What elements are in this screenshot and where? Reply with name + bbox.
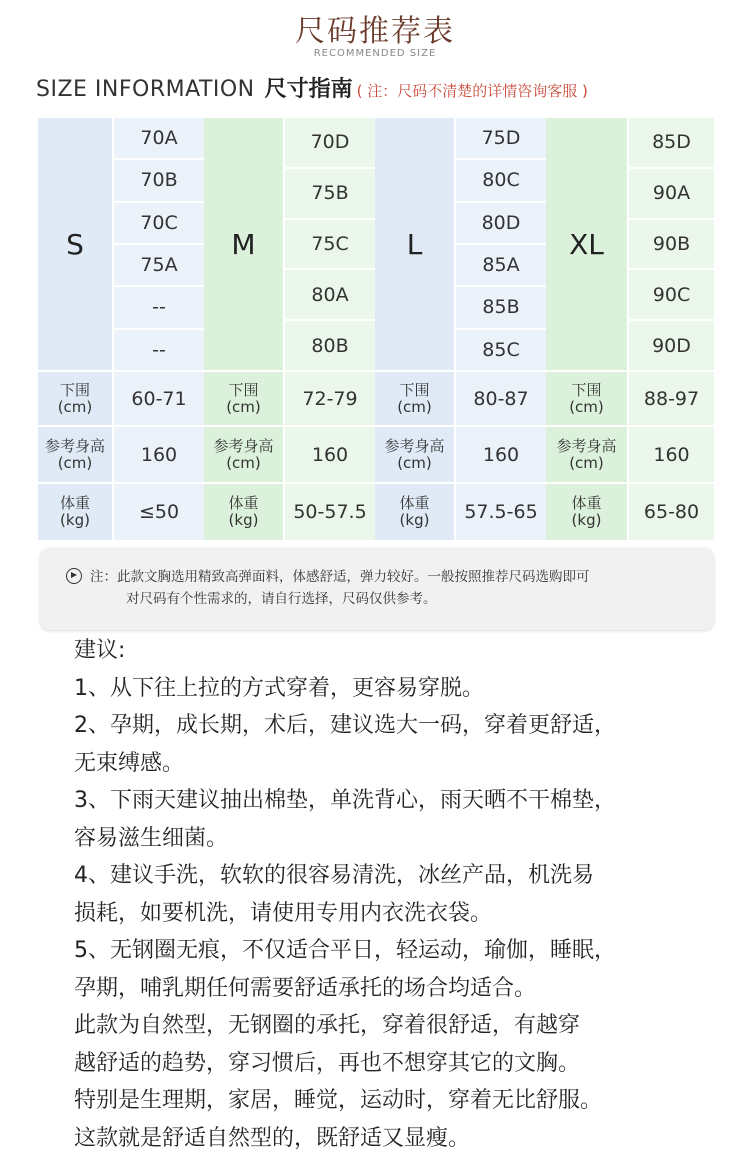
row-label-unit: (cm) [58,455,93,472]
cup-size-cell: 70C [114,203,204,243]
cup-size-cell: 80C [456,160,546,200]
row-label-underbust [38,372,112,425]
row-label-text: 体重 [60,495,90,512]
advice-line: 这款就是舒适自然型的，既舒适又显瘦。 [74,1120,714,1157]
cup-size-cell: 90B [629,220,714,269]
row-label-unit: (cm) [226,455,261,472]
row-label-height [375,427,454,482]
advice-line: 2、孕期，成长期，术后，建议选大一码，穿着更舒适， [74,707,714,745]
row-label-weight [375,484,454,540]
size-letter-xl: XL [546,118,627,370]
cup-size-cell: 75A [114,245,204,285]
value-height: 160 [456,427,546,482]
cup-size-cell: 80A [285,270,375,319]
row-label-unit: (cm) [397,399,432,416]
advice-heading: 建议: [74,632,714,670]
cup-size-cell: 75D [456,118,546,158]
advice-line: 无束缚感。 [74,745,714,783]
cup-size-cell: 70B [114,160,204,200]
cup-size-cell: 70A [114,118,204,158]
size-letter-m: M [204,118,283,370]
cup-size-cell: 85C [456,330,546,370]
value-height: 160 [629,427,714,482]
row-label-height [38,427,112,482]
row-label-underbust [204,372,283,425]
page-title: 尺码推荐表 [0,6,750,50]
cup-size-cell: 90C [629,270,714,319]
cup-size-cell: 75C [285,220,375,269]
cup-size-cell: 85A [456,245,546,285]
row-label-unit: (cm) [397,455,432,472]
advice-line: 容易滋生细菌。 [74,820,714,858]
row-label-unit: (cm) [58,399,93,416]
advice-line: 此款为自然型，无钢圈的承托，穿着很舒适，有越穿 [74,1007,714,1045]
row-label-unit: (kg) [229,512,259,529]
row-label-unit: (kg) [60,512,90,529]
row-label-text: 下围 [60,382,90,399]
row-label-text: 参考身高 [556,438,616,455]
note-line-2: 对尺码有个性需求的，请自行选择，尺码仅供参考。 [90,588,700,610]
cup-size-cell: 75B [285,169,375,218]
cup-size-cell: 90D [629,321,714,370]
advice-line: 越舒适的趋势，穿习惯后，再也不想穿其它的文胸。 [74,1045,714,1083]
row-label-text: 参考身高 [384,438,444,455]
size-letter-l: L [375,118,454,370]
cup-size-cell: 80B [285,321,375,370]
row-label-underbust [546,372,627,425]
size-letter-s: S [38,118,112,370]
cup-size-cell: 85D [629,118,714,167]
size-info-english: SIZE INFORMATION [36,77,255,102]
value-weight: 50-57.5 [285,484,375,540]
cup-size-cell: -- [114,287,204,327]
row-label-unit: (kg) [400,512,430,529]
row-label-underbust [375,372,454,425]
value-underbust: 80-87 [456,372,546,425]
page-subtitle: RECOMMENDED SIZE [0,48,750,59]
row-label-text: 下围 [399,382,429,399]
advice-line: 3、下雨天建议抽出棉垫，单洗背心，雨天晒不干棉垫， [74,782,714,820]
row-label-height [546,427,627,482]
size-info-chinese: 尺寸指南 [265,77,353,102]
advice-line: 5、无钢圈无痕，不仅适合平日，轻运动，瑜伽，睡眠， [74,932,714,970]
row-label-text: 参考身高 [213,438,273,455]
row-label-unit: (cm) [226,399,261,416]
row-label-unit: (kg) [572,512,602,529]
row-label-unit: (cm) [569,399,604,416]
note-line-1: 注：此款文胸选用精致高弹面料，体感舒适，弹力较好。一般按照推荐尺码选购即可 [90,569,590,585]
cup-size-cell: 90A [629,169,714,218]
note-box [40,548,714,630]
note-text [90,566,700,610]
row-label-text: 体重 [571,495,601,512]
row-label-text: 参考身高 [45,438,105,455]
value-underbust: 88-97 [629,372,714,425]
value-underbust: 72-79 [285,372,375,425]
cup-size-cell: 85B [456,287,546,327]
value-height: 160 [285,427,375,482]
cup-size-cell: -- [114,330,204,370]
size-info-heading [36,72,736,102]
advice-line: 损耗，如要机洗，请使用专用内衣洗衣袋。 [74,895,714,933]
value-height: 160 [114,427,204,482]
advice-line: 4、建议手洗，软软的很容易清洗，冰丝产品，机洗易 [74,857,714,895]
value-underbust: 60-71 [114,372,204,425]
advice-line: 特别是生理期，家居，睡觉，运动时，穿着无比舒服。 [74,1082,714,1120]
row-label-weight [204,484,283,540]
row-label-height [204,427,283,482]
row-label-weight [546,484,627,540]
row-label-text: 体重 [399,495,429,512]
advice-section [74,632,714,1157]
value-weight: 57.5-65 [456,484,546,540]
row-label-text: 下围 [571,382,601,399]
row-label-text: 下围 [228,382,258,399]
row-label-unit: (cm) [569,455,604,472]
cup-size-cell: 70D [285,118,375,167]
row-label-text: 体重 [228,495,258,512]
value-weight: 65-80 [629,484,714,540]
advice-line: 1、从下往上拉的方式穿着，更容易穿脱。 [74,670,714,708]
cup-size-cell: 80D [456,203,546,243]
play-circle-icon [66,568,82,584]
row-label-weight [38,484,112,540]
size-info-note: ( 注：尺码不清楚的详情咨询客服 ) [357,82,588,100]
value-weight: ≤50 [114,484,204,540]
advice-line: 孕期，哺乳期任何需要舒适承托的场合均适合。 [74,970,714,1008]
